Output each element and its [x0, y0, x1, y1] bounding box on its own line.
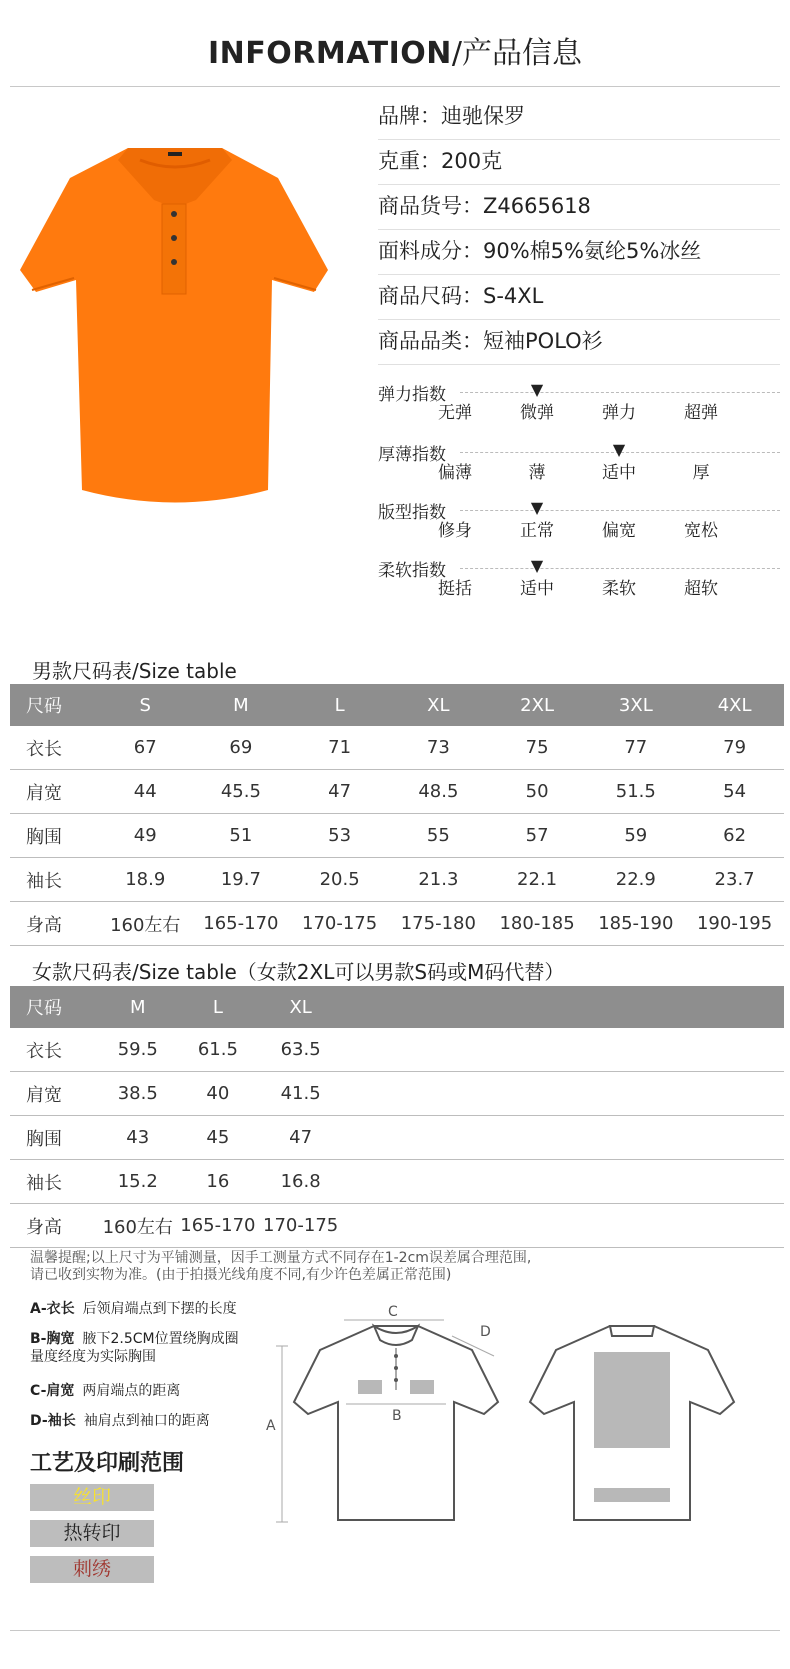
divider	[10, 86, 780, 87]
table-cell: 69	[192, 726, 291, 770]
table-cell: 59.5	[99, 1028, 177, 1072]
index-row	[378, 498, 780, 558]
table-cell: 63.5	[259, 1028, 342, 1072]
table-cell: 53	[290, 814, 389, 858]
table-cell: 身高	[10, 902, 99, 946]
table-cell: 67	[99, 726, 192, 770]
info-fabric: 面料成分：90%棉5%氨纶5%冰丝	[378, 229, 780, 275]
table-row	[10, 726, 784, 770]
index-label: 厚薄指数	[378, 445, 446, 465]
table-cell: 77	[586, 726, 685, 770]
index-row	[378, 556, 780, 616]
selected-marker-icon: ▼	[530, 498, 544, 517]
table-row	[10, 1204, 784, 1248]
legend-a: A-衣长 后领肩端点到下摆的长度	[30, 1301, 237, 1317]
title-cn: /产品信息	[451, 36, 582, 71]
table-header-cell: S	[99, 684, 192, 726]
index-option: 挺括	[438, 579, 472, 599]
index-option: 偏薄	[438, 463, 472, 483]
table-row	[10, 1072, 784, 1116]
legend-c: C-肩宽 两肩端点的距离	[30, 1383, 181, 1399]
table-cell: 79	[685, 726, 784, 770]
table-cell: 43	[99, 1116, 177, 1160]
diagram-label-d: D	[480, 1324, 491, 1340]
table-cell: 51	[192, 814, 291, 858]
craft-embroidery: 刺绣	[30, 1556, 154, 1583]
table-cell: 23.7	[685, 858, 784, 902]
legend-d: D-袖长 袖肩点到袖口的距离	[30, 1413, 210, 1429]
index-label: 柔软指数	[378, 561, 446, 581]
table-row	[10, 858, 784, 902]
table-cell: 170-175	[259, 1204, 342, 1248]
table-header-cell: XL	[259, 986, 342, 1028]
table-cell: 19.7	[192, 858, 291, 902]
table-row	[10, 1116, 784, 1160]
table-cell: 衣长	[10, 726, 99, 770]
index-row	[378, 440, 780, 500]
index-label: 版型指数	[378, 503, 446, 523]
table-cell: 55	[389, 814, 488, 858]
table-cell: 16.8	[259, 1160, 342, 1204]
table-cell: 16	[177, 1160, 260, 1204]
index-option: 无弹	[438, 403, 472, 423]
index-row	[378, 380, 780, 440]
table-header-cell: 尺码	[10, 986, 99, 1028]
index-option: 弹力	[602, 403, 636, 423]
table-cell: 袖长	[10, 858, 99, 902]
table-filler	[342, 1160, 784, 1204]
measurement-tip: 温馨提醒;以上尺寸为平铺测量，因手工测量方式不同存在1-2cm误差属合理范围, 请已收到实物为准。(由于拍摄光线角度不同,有少许色差属正常范围)	[30, 1250, 532, 1283]
index-label: 弹力指数	[378, 385, 446, 405]
table-cell: 胸围	[10, 814, 99, 858]
table-cell: 45.5	[192, 770, 291, 814]
table-cell: 44	[99, 770, 192, 814]
table-cell: 54	[685, 770, 784, 814]
index-option: 适中	[602, 463, 636, 483]
table-cell: 袖长	[10, 1160, 99, 1204]
table-cell: 41.5	[259, 1072, 342, 1116]
mens-table-title: 男款尺码表/Size table	[32, 659, 237, 683]
diagram-label-a: A	[266, 1418, 276, 1434]
table-cell: 肩宽	[10, 1072, 99, 1116]
orange-polo-shirt-icon	[10, 130, 340, 550]
table-cell: 48.5	[389, 770, 488, 814]
table-cell: 185-190	[586, 902, 685, 946]
table-cell: 180-185	[488, 902, 587, 946]
index-option: 正常	[520, 521, 554, 541]
womens-table-title: 女款尺码表/Size table（女款2XL可以男款S码或M码代替）	[32, 960, 565, 984]
table-cell: 衣长	[10, 1028, 99, 1072]
table-cell: 47	[290, 770, 389, 814]
index-option: 适中	[520, 579, 554, 599]
measurement-diagram	[266, 1304, 772, 1550]
table-cell: 20.5	[290, 858, 389, 902]
index-track	[460, 568, 780, 569]
table-cell: 22.9	[586, 858, 685, 902]
title-en: INFORMATION	[208, 36, 452, 71]
table-header-cell: L	[290, 684, 389, 726]
table-cell: 49	[99, 814, 192, 858]
table-row	[10, 902, 784, 946]
table-filler	[342, 1116, 784, 1160]
table-header-cell: 4XL	[685, 684, 784, 726]
table-header-cell: L	[177, 986, 260, 1028]
table-header-cell: M	[99, 986, 177, 1028]
table-cell: 165-170	[192, 902, 291, 946]
table-cell: 75	[488, 726, 587, 770]
info-category: 商品品类：短袖POLO衫	[378, 319, 780, 365]
table-cell: 165-170	[177, 1204, 260, 1248]
table-cell: 170-175	[290, 902, 389, 946]
table-filler	[342, 1072, 784, 1116]
table-cell: 21.3	[389, 858, 488, 902]
selected-marker-icon: ▼	[530, 556, 544, 575]
table-cell: 62	[685, 814, 784, 858]
table-cell: 胸围	[10, 1116, 99, 1160]
table-row	[10, 1028, 784, 1072]
craft-title: 工艺及印刷范围	[30, 1451, 185, 1476]
index-option: 微弹	[520, 403, 554, 423]
table-header-cell: 3XL	[586, 684, 685, 726]
info-size: 商品尺码：S-4XL	[378, 274, 780, 320]
table-row	[10, 1160, 784, 1204]
craft-screen-print: 丝印	[30, 1484, 154, 1511]
index-option: 偏宽	[602, 521, 636, 541]
info-brand: 品牌：迪驰保罗	[378, 94, 780, 140]
table-row	[10, 770, 784, 814]
index-option: 厚	[692, 463, 710, 483]
table-filler	[342, 1028, 784, 1072]
table-cell: 40	[177, 1072, 260, 1116]
diagram-label-c: C	[388, 1304, 398, 1320]
index-track	[460, 510, 780, 511]
table-cell: 59	[586, 814, 685, 858]
table-cell: 160左右	[99, 902, 192, 946]
table-cell: 50	[488, 770, 587, 814]
info-weight: 克重：200克	[378, 139, 780, 185]
table-cell: 51.5	[586, 770, 685, 814]
table-header-cell: 2XL	[488, 684, 587, 726]
table-cell: 175-180	[389, 902, 488, 946]
index-option: 宽松	[684, 521, 718, 541]
table-cell: 61.5	[177, 1028, 260, 1072]
craft-heat-transfer: 热转印	[30, 1520, 154, 1547]
divider-bottom	[10, 1630, 780, 1631]
table-cell: 190-195	[685, 902, 784, 946]
table-row	[10, 814, 784, 858]
index-option: 超软	[684, 579, 718, 599]
table-cell: 22.1	[488, 858, 587, 902]
index-option: 薄	[528, 463, 546, 483]
table-cell: 57	[488, 814, 587, 858]
womens-size-table	[10, 986, 784, 1248]
table-cell: 身高	[10, 1204, 99, 1248]
table-cell: 160左右	[99, 1204, 177, 1248]
table-header-cell: M	[192, 684, 291, 726]
index-track	[460, 392, 780, 393]
table-cell: 15.2	[99, 1160, 177, 1204]
diagram-label-b: B	[392, 1408, 402, 1424]
table-cell: 18.9	[99, 858, 192, 902]
index-option: 柔软	[602, 579, 636, 599]
selected-marker-icon: ▼	[530, 380, 544, 399]
table-cell: 73	[389, 726, 488, 770]
table-header-row	[10, 684, 784, 726]
table-header-cell: 尺码	[10, 684, 99, 726]
info-sku: 商品货号：Z4665618	[378, 184, 780, 230]
table-cell: 38.5	[99, 1072, 177, 1116]
index-option: 超弹	[684, 403, 718, 423]
table-cell: 71	[290, 726, 389, 770]
index-option: 修身	[438, 521, 472, 541]
table-cell: 45	[177, 1116, 260, 1160]
legend-b: B-胸宽 腋下2.5CM位置绕胸成圈 量度经度为实际胸围	[30, 1331, 239, 1365]
table-header-cell: XL	[389, 684, 488, 726]
table-cell: 肩宽	[10, 770, 99, 814]
table-filler	[342, 986, 784, 1028]
page-title	[0, 28, 790, 72]
mens-size-table	[10, 684, 784, 946]
table-header-row	[10, 986, 784, 1028]
table-filler	[342, 1204, 784, 1248]
table-cell: 47	[259, 1116, 342, 1160]
selected-marker-icon: ▼	[612, 440, 626, 459]
